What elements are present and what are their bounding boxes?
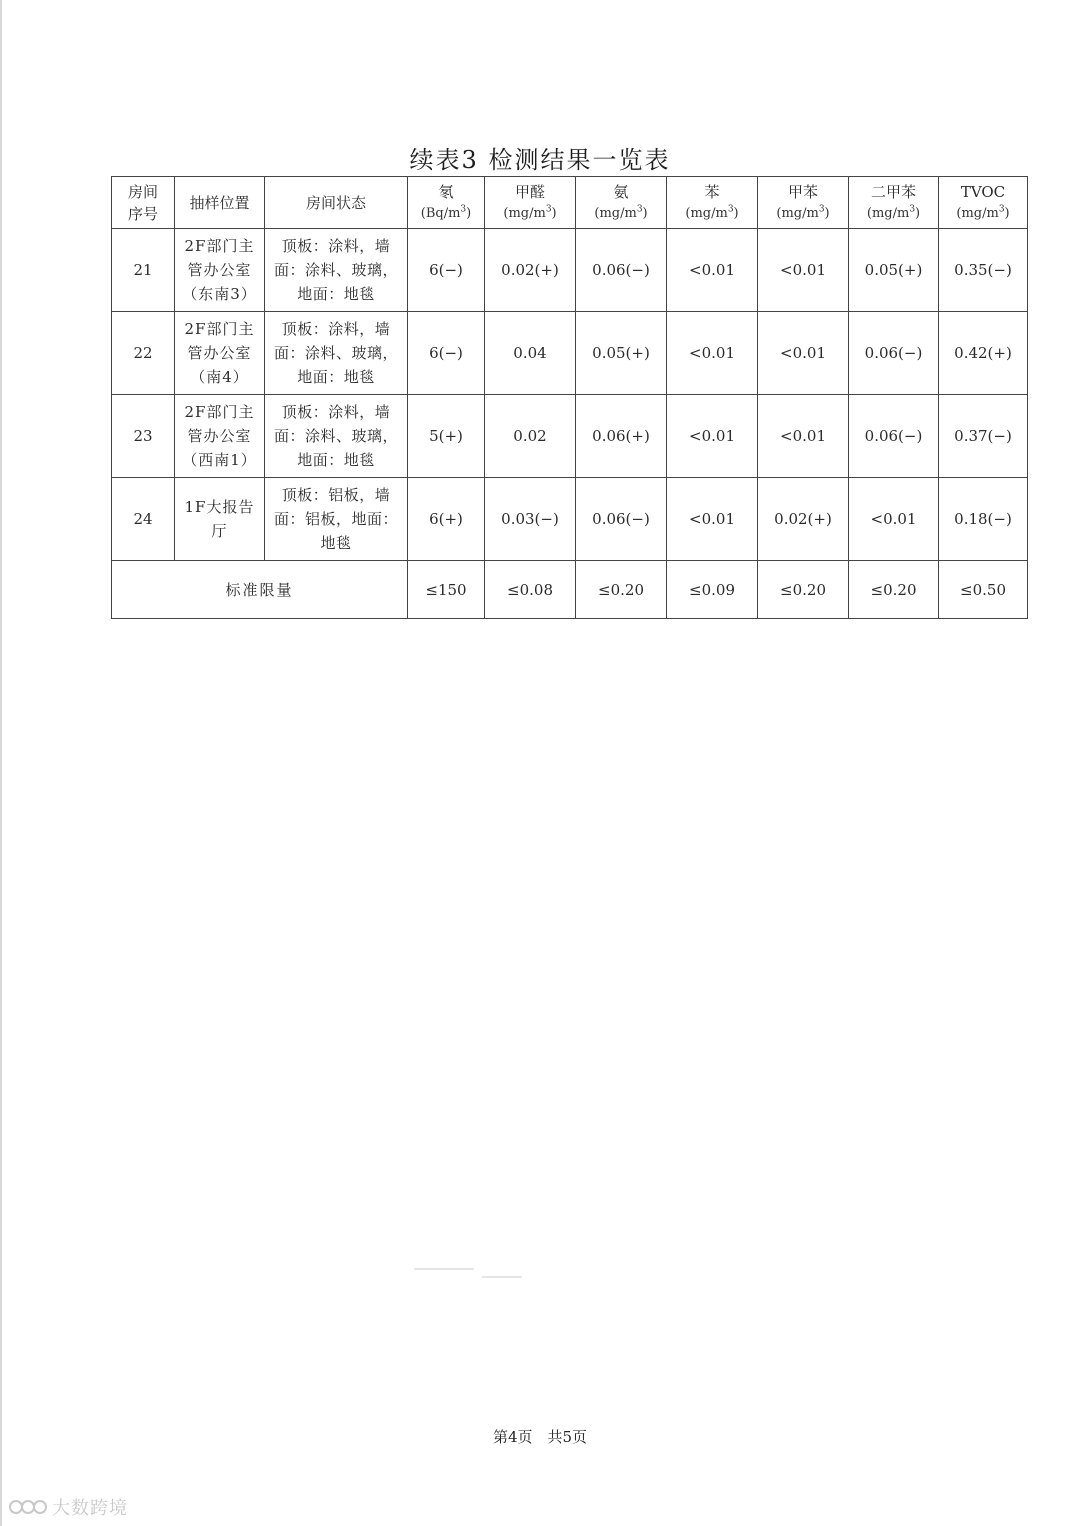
cell-formaldehyde: 0.02(+) (485, 229, 576, 312)
limit-radon: ≤150 (408, 561, 485, 619)
cell-xylene: <0.01 (849, 478, 939, 561)
cell-benzene: <0.01 (667, 478, 758, 561)
scan-speck (414, 1268, 474, 1270)
limit-benzene: ≤0.09 (667, 561, 758, 619)
cell-toluene: 0.02(+) (758, 478, 849, 561)
cell-formaldehyde: 0.03(−) (485, 478, 576, 561)
limit-tvoc: ≤0.50 (939, 561, 1028, 619)
header-location: 抽样位置 (175, 177, 265, 229)
cell-benzene: <0.01 (667, 312, 758, 395)
cell-ammonia: 0.06(+) (576, 395, 667, 478)
cell-room-no: 24 (112, 478, 175, 561)
cell-location: 2F部门主 管办公室 （南4） (175, 312, 265, 395)
scan-speck (482, 1276, 522, 1278)
cell-tvoc: 0.18(−) (939, 478, 1028, 561)
cell-radon: 6(−) (408, 312, 485, 395)
cell-radon: 5(+) (408, 395, 485, 478)
limit-toluene: ≤0.20 (758, 561, 849, 619)
header-xylene: 二甲苯 $(mg/m^3)$ (849, 177, 939, 229)
header-state: 房间状态 (265, 177, 408, 229)
limit-formaldehyde: ≤0.08 (485, 561, 576, 619)
cell-location: 2F部门主 管办公室 （西南1） (175, 395, 265, 478)
watermark (8, 1494, 128, 1520)
header-radon: 氡 $(Bq/m^3)$ (408, 177, 485, 229)
table-row (112, 395, 1028, 478)
table-header-row (112, 177, 1028, 229)
cell-room-no: 23 (112, 395, 175, 478)
page-number-footer: 第4页 共5页 (492, 1428, 588, 1446)
limit-ammonia: ≤0.20 (576, 561, 667, 619)
cell-benzene: <0.01 (667, 395, 758, 478)
cell-formaldehyde: 0.02 (485, 395, 576, 478)
cell-toluene: <0.01 (758, 229, 849, 312)
cell-radon: 6(+) (408, 478, 485, 561)
cell-toluene: <0.01 (758, 395, 849, 478)
cell-tvoc: 0.37(−) (939, 395, 1028, 478)
standard-limit-row (112, 561, 1028, 619)
cell-room-no: 22 (112, 312, 175, 395)
cell-room-no: 21 (112, 229, 175, 312)
cell-location: 2F部门主 管办公室 （东南3） (175, 229, 265, 312)
cell-location: 1F大报告 厅 (175, 478, 265, 561)
cell-benzene: <0.01 (667, 229, 758, 312)
cell-xylene: 0.06(−) (849, 395, 939, 478)
cell-room-state: 顶板：涂料，墙 面：涂料、玻璃， 地面：地毯 (265, 395, 408, 478)
cell-tvoc: 0.42(+) (939, 312, 1028, 395)
cell-xylene: 0.05(+) (849, 229, 939, 312)
table-row (112, 312, 1028, 395)
cell-room-state: 顶板：涂料，墙 面：涂料、玻璃， 地面：地毯 (265, 229, 408, 312)
cell-ammonia: 0.05(+) (576, 312, 667, 395)
results-table (111, 176, 1028, 619)
cell-ammonia: 0.06(−) (576, 229, 667, 312)
cell-toluene: <0.01 (758, 312, 849, 395)
header-toluene: 甲苯 $(mg/m^3)$ (758, 177, 849, 229)
header-ammonia: 氨 $(mg/m^3)$ (576, 177, 667, 229)
header-tvoc: TVOC $(mg/m^3)$ (939, 177, 1028, 229)
page-edge (0, 0, 2, 1526)
cell-room-state: 顶板：涂料，墙 面：涂料、玻璃， 地面：地毯 (265, 312, 408, 395)
cell-tvoc: 0.35(−) (939, 229, 1028, 312)
table-row (112, 478, 1028, 561)
standard-limit-label: 标准限量 (112, 561, 408, 619)
cell-ammonia: 0.06(−) (576, 478, 667, 561)
limit-xylene: ≤0.20 (849, 561, 939, 619)
cell-xylene: 0.06(−) (849, 312, 939, 395)
watermark-logo-icon (8, 1497, 48, 1517)
table-title: 续表3 检测结果一览表 (409, 146, 671, 174)
table-row (112, 229, 1028, 312)
header-formaldehyde: 甲醛 $(mg/m^3)$ (485, 177, 576, 229)
cell-room-state: 顶板：铝板，墙 面：铝板，地面： 地毯 (265, 478, 408, 561)
header-room-no: 房间 序号 (112, 177, 175, 229)
cell-radon: 6(−) (408, 229, 485, 312)
cell-formaldehyde: 0.04 (485, 312, 576, 395)
header-benzene: 苯 $(mg/m^3)$ (667, 177, 758, 229)
watermark-text: 大数跨境 (52, 1498, 128, 1519)
